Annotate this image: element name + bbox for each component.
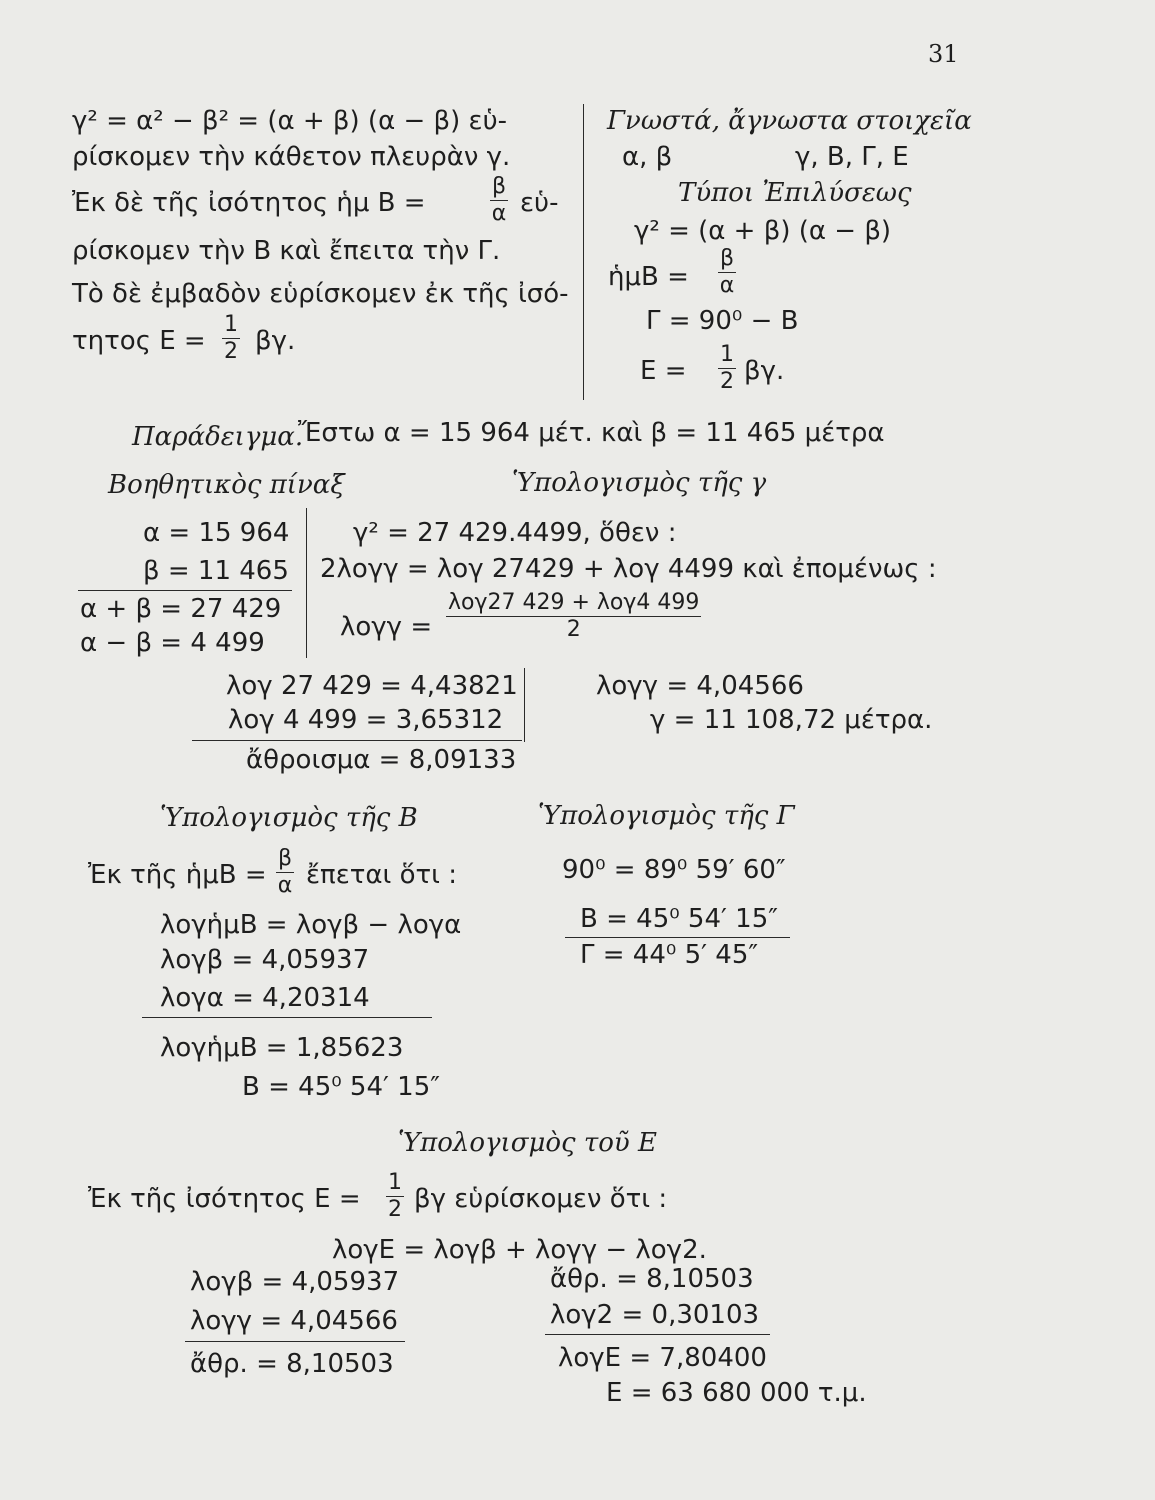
formula-area-b: βγ. <box>744 356 785 386</box>
known-elements: α, β <box>622 142 673 172</box>
calc-B-heading: Ὑπολογισμὸς τῆς B <box>160 803 418 833</box>
aux-row-alpha: α = 15 964 <box>143 518 290 548</box>
calc-B-line-5: λογἡμB = 1,85623 <box>160 1033 404 1063</box>
page-number: 31 <box>928 40 959 68</box>
formula-area-fraction: $\frac{1}{2}$ <box>720 342 734 394</box>
calc-gamma-fraction: λογ27 429 + λογ4 499 2 <box>448 590 700 642</box>
known-unknown-heading: Γνωστά, ἄγνωστα στοιχεῖα <box>607 106 972 136</box>
text-line-5: Τὸ δὲ ἐμβαδὸν εὑρίσκομεν ἐκ τῆς ἰσό- <box>72 279 569 309</box>
calc-E-right-3: λογE = 7,80400 <box>558 1343 767 1373</box>
calc-gamma-result-1: λογγ = 4,04566 <box>596 671 804 701</box>
calc-E-left-2: λογγ = 4,04566 <box>190 1306 398 1336</box>
aux-row-diff: α − β = 4 499 <box>80 628 265 658</box>
formula-area-a: E = <box>640 356 687 386</box>
calc-B-line-4: λογα = 4,20314 <box>160 983 370 1013</box>
aux-row-beta: β = 11 465 <box>143 556 289 586</box>
calc-gamma-log-2: λογ 4 499 = 3,65312 <box>228 705 504 735</box>
calc-E-fraction: $\frac{1}{2}$ <box>388 1170 402 1222</box>
calc-E-right-2: λογ2 = 0,30103 <box>550 1300 760 1330</box>
fraction-beta-alpha: $\frac{\beta}{\alpha}$ <box>491 174 507 226</box>
calc-B-line-6: B = 45⁰ 54′ 15″ <box>242 1072 440 1102</box>
calc-B-rule <box>142 1017 432 1018</box>
calc-gamma-heading: Ὑπολογισμὸς τῆς γ <box>512 468 767 498</box>
text-line-6b: βγ. <box>255 326 296 356</box>
aux-table-heading: Βοηθητικὸς πίναξ <box>108 470 345 500</box>
formula-sinB-fraction: $\frac{\beta}{\alpha}$ <box>719 246 735 298</box>
text-line-1: γ² = α² − β² = (α + β) (α − β) εὑ- <box>72 106 508 136</box>
text-line-2: ρίσκομεν τὴν κάθετον πλευρὰν γ. <box>72 142 511 172</box>
calc-E-right-1: ἄθρ. = 8,10503 <box>550 1264 754 1294</box>
calc-E-line-2: λογE = λογβ + λογγ − λογ2. <box>332 1235 707 1265</box>
example-text: Ἔστω α = 15 964 μέτ. καὶ β = 11 465 μέτρα <box>298 418 885 448</box>
unknown-elements: γ, B, Γ, E <box>795 142 909 172</box>
calc-gamma-log-1: λογ 27 429 = 4,43821 <box>226 671 518 701</box>
formulas-heading: Τύποι Ἐπιλύσεως <box>678 178 912 208</box>
calc-G-line-1: 90⁰ = 89⁰ 59′ 60″ <box>562 855 786 885</box>
column-divider <box>583 104 584 400</box>
calc-gamma-sum: ἄθροισμα = 8,09133 <box>246 745 517 775</box>
calc-G-line-2: B = 45⁰ 54′ 15″ <box>580 904 778 934</box>
text-line-4: ρίσκομεν τὴν B καὶ ἔπειτα τὴν Γ. <box>72 236 501 266</box>
calc-E-line-1a: Ἐκ τῆς ἰσότητος E = <box>88 1184 361 1214</box>
text-line-3b: εὑ- <box>520 188 559 218</box>
calc-E-left-rule <box>185 1341 405 1342</box>
aux-row-sum: α + β = 27 429 <box>80 594 282 624</box>
calc-B-line-2: λογἡμB = λογβ − λογα <box>160 910 462 940</box>
calc-E-left-1: λογβ = 4,05937 <box>190 1267 400 1297</box>
calc-gamma-line-3a: λογγ = <box>340 612 433 642</box>
calc-E-right-rule <box>545 1334 770 1335</box>
calc-gamma-result-2: γ = 11 108,72 μέτρα. <box>650 705 933 735</box>
formula-sinB-a: ἡμB = <box>608 262 689 292</box>
calc-E-heading: Ὑπολογισμὸς τοῦ E <box>398 1128 657 1158</box>
calc-B-line-1b: ἔπεται ὅτι : <box>306 860 457 890</box>
calc-gamma-divider <box>524 668 525 742</box>
calc-gamma-line-2: 2λογγ = λογ 27429 + λογ 4499 καὶ ἐπομένως : <box>320 554 937 584</box>
formula-gamma-angle: Γ = 90⁰ − B <box>646 306 799 336</box>
fraction-one-half: $\frac{1}{2}$ <box>224 312 238 364</box>
formula-gamma-squared: γ² = (α + β) (α − β) <box>634 216 892 246</box>
calc-B-line-3: λογβ = 4,05937 <box>160 945 370 975</box>
aux-table-divider <box>306 508 307 658</box>
calc-G-heading: Ὑπολογισμὸς τῆς Γ <box>538 801 795 831</box>
calc-E-left-3: ἄθρ. = 8,10503 <box>190 1349 394 1379</box>
text-line-3a: Ἐκ δὲ τῆς ἰσότητος ἡμ B = <box>72 188 426 218</box>
calc-G-line-3: Γ = 44⁰ 5′ 45″ <box>580 940 759 970</box>
calc-G-rule <box>565 937 790 938</box>
text-line-6a: τητος E = <box>72 326 206 356</box>
calc-gamma-rule <box>192 740 522 741</box>
calc-B-fraction: $\frac{\beta}{\alpha}$ <box>277 846 293 898</box>
calc-gamma-line-1: γ² = 27 429.4499, ὅθεν : <box>353 518 677 548</box>
aux-table-rule <box>78 590 292 591</box>
calc-E-right-4: E = 63 680 000 τ.μ. <box>606 1378 867 1408</box>
calc-B-line-1a: Ἐκ τῆς ἡμB = <box>88 860 267 890</box>
calc-E-line-1b: βγ εὑρίσκομεν ὅτι : <box>414 1184 668 1214</box>
example-label: Παράδειγμα. <box>132 422 304 452</box>
